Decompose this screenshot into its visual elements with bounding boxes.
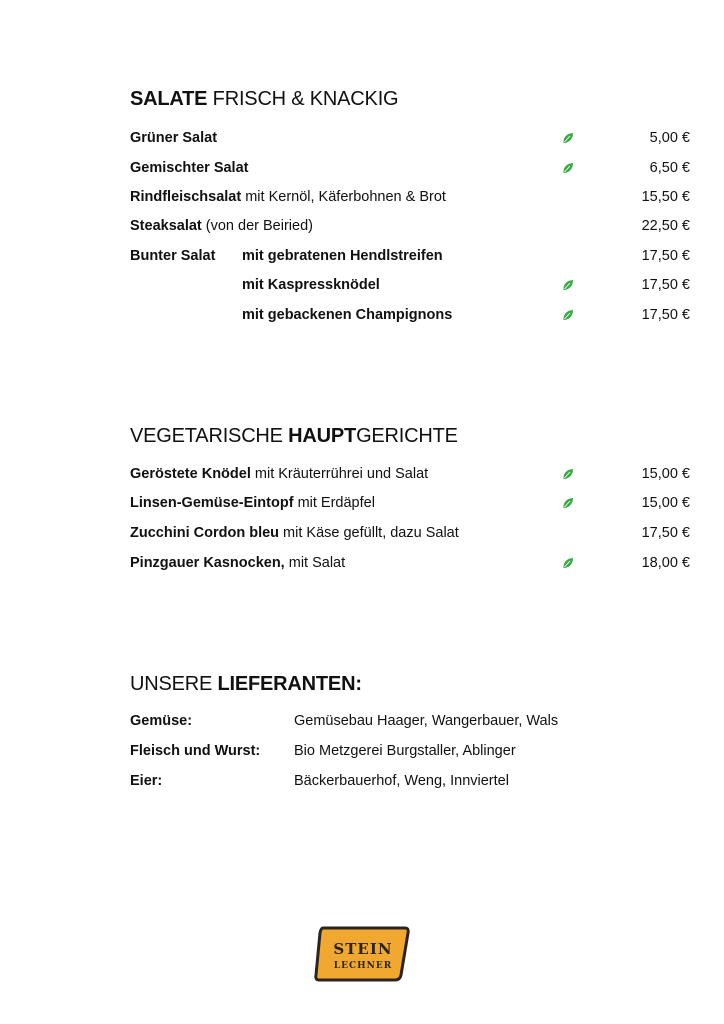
logo-line-2: LECHNER (333, 961, 393, 971)
leaf-icon (562, 309, 574, 321)
leaf-icon (562, 162, 574, 174)
section-title-vegetarian-mains: VEGETARISCHE HAUPTGERICHTE (130, 425, 458, 447)
leaf-icon (562, 468, 574, 480)
leaf-icon (562, 279, 574, 291)
menu-item: Grüner Salat 5,00 € (130, 130, 690, 146)
menu-item: Linsen-Gemüse-Eintopf mit Erdäpfel 15,00 € (130, 495, 690, 511)
menu-item: mit gebackenen Champignons 17,50 € (242, 307, 690, 323)
steinlechner-logo (313, 925, 411, 983)
menu-item: Zucchini Cordon bleu mit Käse gefüllt, dazu Salat 17,50 € (130, 525, 690, 541)
menu-item: mit Kaspressknödel 17,50 € (242, 277, 690, 293)
leaf-icon (562, 497, 574, 509)
logo-line-1: STEIN (333, 940, 393, 958)
section-title-suppliers: UNSERE LIEFERANTEN: (130, 673, 362, 695)
menu-item: Steaksalat (von der Beiried) 22,50 € (130, 218, 690, 234)
menu-item: Geröstete Knödel mit Kräuterrührei und Salat 15,00 € (130, 466, 690, 482)
menu-item: Bunter Salat mit gebratenen Hendlstreifen 17,50 € (130, 248, 690, 264)
menu-item: Gemischter Salat 6,50 € (130, 160, 690, 176)
leaf-icon (562, 132, 574, 144)
section-title-salads: SALATE FRISCH & KNACKIG (130, 88, 399, 110)
leaf-icon (562, 557, 574, 569)
menu-item: Pinzgauer Kasnocken, mit Salat 18,00 € (130, 555, 690, 571)
menu-item: Rindfleischsalat mit Kernöl, Käferbohnen & Brot 15,50 € (130, 189, 690, 205)
